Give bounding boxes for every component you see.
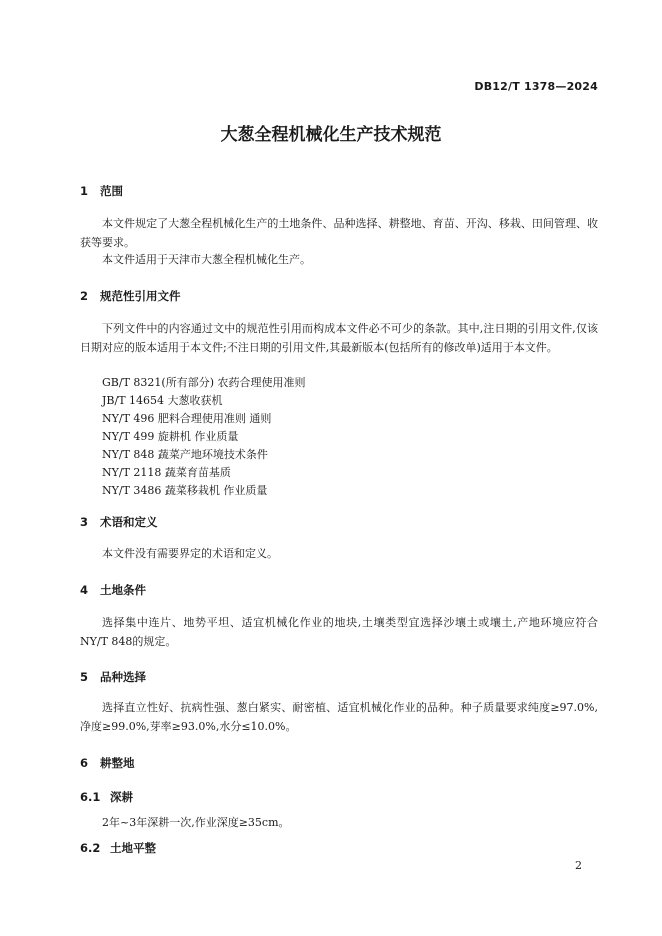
document-code: DB12/T 1378—2024: [474, 80, 598, 93]
subsection-title: 土地平整: [110, 841, 156, 855]
section-title: 品种选择: [100, 670, 146, 684]
reference-item: NY/T 848 蔬菜产地环境技术条件: [102, 448, 268, 461]
paragraph: 选择直立性好、抗病性强、葱白紧实、耐密植、适宜机械化作业的品种。种子质量要求纯度≥97.0%,净度≥99.0%,芽率≥93.0%,水分≤10.0%。: [80, 701, 598, 733]
subsection-number: 6.2: [80, 841, 101, 855]
section-5-heading: [80, 669, 146, 685]
section-title: 术语和定义: [100, 515, 158, 529]
page-number: 2: [575, 859, 582, 872]
reference-item: NY/T 496 肥料合理使用准则 通则: [102, 412, 272, 425]
section-number: 6: [80, 756, 89, 770]
section-number: 1: [80, 184, 89, 198]
section-title: 范围: [100, 184, 123, 198]
subsection-6-1-heading: [80, 789, 133, 805]
document-title: 大葱全程机械化生产技术规范: [220, 125, 442, 145]
reference-item: GB/T 8321(所有部分) 农药合理使用准则: [102, 376, 306, 389]
paragraph: 2年~3年深耕一次,作业深度≥35cm。: [102, 816, 290, 829]
subsection-6-2-heading: [80, 840, 156, 856]
section-number: 5: [80, 670, 89, 684]
reference-item: NY/T 3486 蔬菜移栽机 作业质量: [102, 484, 268, 497]
subsection-number: 6.1: [80, 790, 101, 804]
section-6-heading: [80, 755, 135, 771]
section-2-heading: [80, 288, 181, 304]
section-4-heading: [80, 582, 146, 598]
subsection-title: 深耕: [110, 790, 133, 804]
paragraph: 选择集中连片、地势平坦、适宜机械化作业的地块,土壤类型宜选择沙壤土或壤土,产地环境应符合NY/T 848的规定。: [80, 616, 598, 648]
section-title: 规范性引用文件: [100, 289, 181, 303]
section-title: 土地条件: [100, 583, 146, 597]
section-number: 3: [80, 515, 89, 529]
paragraph: 本文件规定了大葱全程机械化生产的土地条件、品种选择、耕整地、育苗、开沟、移栽、田间管理、收获等要求。: [80, 217, 598, 249]
section-number: 4: [80, 583, 89, 597]
reference-item: NY/T 499 旋耕机 作业质量: [102, 430, 239, 443]
paragraph: 本文件没有需要界定的术语和定义。: [102, 547, 278, 560]
section-1-heading: [80, 183, 123, 199]
section-3-heading: [80, 514, 158, 530]
reference-item: NY/T 2118 蔬菜育苗基质: [102, 466, 231, 479]
paragraph: 本文件适用于天津市大葱全程机械化生产。: [102, 253, 311, 266]
section-number: 2: [80, 289, 89, 303]
section-title: 耕整地: [100, 756, 135, 770]
reference-item: JB/T 14654 大葱收获机: [102, 394, 223, 407]
paragraph: 下列文件中的内容通过文中的规范性引用而构成本文件必不可少的条款。其中,注日期的引用文件,仅该日期对应的版本适用于本文件;不注日期的引用文件,其最新版本(包括所有的修改单)适用于本文件。: [80, 322, 598, 354]
